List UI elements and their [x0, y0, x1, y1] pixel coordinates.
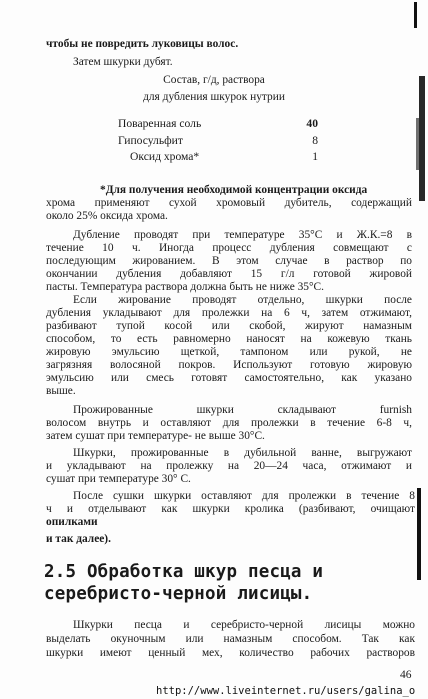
text-line: жировую эмульсию щеткой, тампоном или рукой, не	[46, 346, 412, 358]
text-span: хрома применяют сухой хромовый дубитель, содержащий	[46, 197, 412, 209]
text-line: затем сушат при температуре- не выше 30°С.	[46, 430, 265, 442]
text-line: Шкурки песца и серебристо-черной лисицы можно	[73, 619, 415, 631]
text-line: После сушки шкурки оставляют для пролежки в течение 8	[73, 490, 415, 502]
text-line: чтобы не повредить луковицы волос.	[46, 38, 239, 50]
text-line: около 25% оксида хрома.	[46, 210, 168, 222]
text-line: выделать окуночным или намазным способом. Так как	[46, 633, 415, 645]
page-number: 46	[400, 669, 412, 681]
text-line: выше.	[46, 385, 76, 397]
table-cell-name: Поваренная соль	[118, 117, 202, 130]
text-line: способом, то есть равномерно наносят на кожевую ткань	[46, 333, 412, 345]
scan-artifact	[417, 488, 421, 580]
footer-url: http://www.liveinternet.ru/users/galina_o	[156, 685, 416, 697]
text-line: и так далее).	[46, 533, 111, 545]
table-cell-name: Гипосульфит	[118, 134, 183, 147]
text-line: Дубление проводят при температуре 35°С и Ж.К.=8 в	[73, 229, 412, 241]
text-line: пасты. Температура раствора должна быть не ниже 35°С.	[46, 281, 324, 293]
text-line: Затем шкурки дубят.	[73, 56, 173, 68]
text-line: опилками	[46, 516, 98, 528]
table-cell-name: Оксид хрома*	[130, 150, 200, 163]
text-line: Шкурки, прожированные в дубильной ванне, выгружают	[73, 447, 412, 459]
text-line: сушат при температуре 30° С.	[46, 473, 191, 485]
text-line: Если жирование проводят отдельно, шкурки после	[73, 294, 412, 306]
text-line: окончании дубления добавляют 15 г/л готовой жировой	[46, 268, 412, 280]
text-line: волосом внутрь и оставляют для пролежки в течение 6-8 ч,	[46, 417, 412, 429]
section-heading: 2.5 Обработка шкур песца и	[44, 562, 324, 582]
table-caption: Состав, г/д, раствора	[163, 74, 265, 86]
table-cell-value: 40	[306, 117, 318, 130]
text-line: и укладывают на пролежку на 20—24 часа, отжимают и	[46, 460, 412, 472]
text-line: загрязняя волосяной покров. Используют готовую жировую	[46, 359, 412, 371]
text-line: ч и отделывают как шкурки кролика (разбивают, очищают	[46, 503, 415, 515]
scan-artifact	[419, 76, 425, 201]
section-heading: серебристо-черной лисицы.	[44, 584, 313, 604]
text-line: шкурки имеют ценный мех, количество рабочих растворов	[46, 647, 415, 659]
table-caption: для дубления шкурок нутрии	[143, 91, 285, 103]
text-line	[46, 197, 412, 210]
table-cell-value: 1	[312, 150, 318, 163]
text-line: разбивают тупой косой или скобой, жируют намазным	[46, 320, 412, 332]
scan-artifact	[414, 2, 417, 28]
text-line: последующим жированием. В этом случае в раствор по	[46, 255, 412, 267]
text-line: Прожированные шкурки складывают furnish	[73, 404, 412, 416]
text-line: дубления укладывают для пролежки на 6 ч, затем отжимают,	[46, 307, 412, 319]
scan-artifact	[416, 118, 419, 170]
text-line: течение 10 ч. Иногда процесс дубления совмещают с	[46, 242, 412, 254]
table-cell-value: 8	[312, 134, 318, 147]
footnote-line: *Для получения необходимой концентрации оксида	[100, 184, 368, 196]
text-line: эмульсию или смесь готовят самостоятельно, как указано	[46, 372, 412, 384]
